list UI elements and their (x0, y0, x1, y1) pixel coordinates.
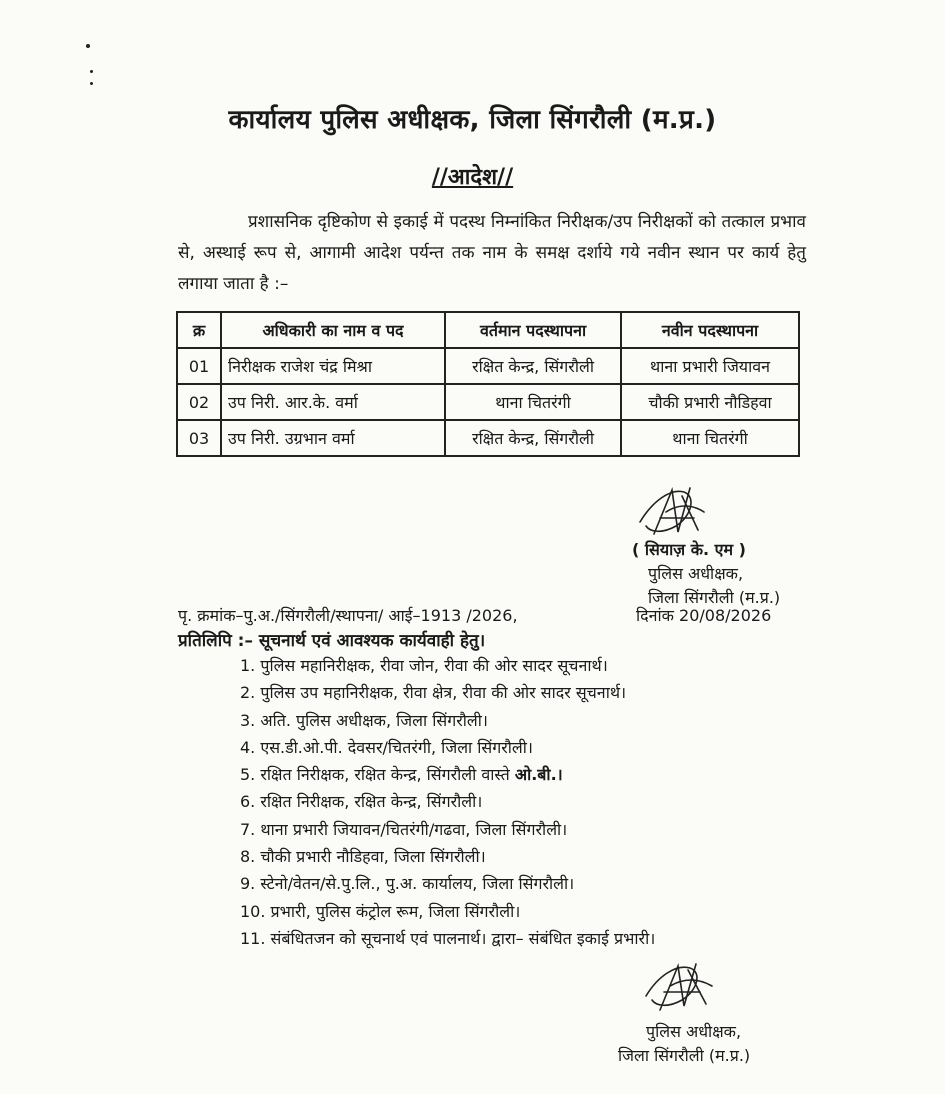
list-item: 4. एस.डी.ओ.पी. देवसर/चितरंगी, जिला सिंगरौली। (240, 737, 533, 757)
copy-to-heading: प्रतिलिपि :– सूचनार्थ एवं आवश्यक कार्यवाही हेतु। (178, 631, 486, 651)
order-heading (0, 161, 945, 191)
copy-to-list (240, 652, 655, 952)
signatory-name: ( सियाज़ के. एम ) (632, 540, 746, 559)
table-row (177, 384, 799, 420)
margin-mark (90, 70, 93, 73)
table-row (177, 420, 799, 456)
handwritten-signature (632, 482, 712, 546)
column-header-name: अधिकारी का नाम व पद (221, 312, 445, 348)
list-item: 3. अति. पुलिस अधीक्षक, जिला सिंगरौली। (240, 710, 488, 730)
footer-designation: पुलिस अधीक्षक, (646, 1022, 742, 1041)
signatory-district: जिला सिंगरौली (म.प्र.) (648, 588, 781, 607)
list-item: 8. चौकी प्रभारी नौडिहवा, जिला सिंगरौली। (240, 847, 486, 867)
footer-signature-block (618, 1020, 818, 1068)
table-row (177, 348, 799, 384)
footer-district: जिला सिंगरौली (म.प्र.) (618, 1046, 751, 1065)
list-item: 11. संबंधितजन को सूचनार्थ एवं पालनार्थ। द्वारा– संबंधित इकाई प्रभारी। (240, 928, 656, 948)
list-item-bold: ओ.बी.। (514, 765, 563, 785)
cell-sno: 03 (177, 420, 221, 456)
office-title: कार्यालय पुलिस अधीक्षक, जिला सिंगरौली (म.प्र.) (228, 105, 717, 135)
cell-name: उप निरी. उग्रभान वर्मा (221, 420, 445, 456)
list-item-text: 5. रक्षित निरीक्षक, रक्षित केन्द्र, सिंगरौली वास्ते (240, 765, 510, 785)
list-item: 6. रक्षित निरीक्षक, रक्षित केन्द्र, सिंगरौली। (240, 792, 483, 812)
signatory-designation: पुलिस अधीक्षक, (648, 564, 744, 583)
cell-current: रक्षित केन्द्र, सिंगरौली (445, 420, 621, 456)
handwritten-signature (640, 958, 720, 1020)
list-item: 1. पुलिस महानिरीक्षक, रीवा जोन, रीवा की ओर सादर सूचनार्थ। (240, 656, 608, 675)
reference-date: दिनांक 20/08/2026 (636, 606, 772, 625)
margin-mark (86, 44, 90, 48)
list-item: 9. स्टेनो/वेतन/से.पु.लि., पु.अ. कार्यालय, जिला सिंगरौली। (240, 874, 575, 894)
margin-mark (90, 82, 93, 85)
intro-text: प्रशासनिक दृष्टिकोण से इकाई में पदस्थ निम्नांकित निरीक्षक/उप निरीक्षकों को तत्काल प्रभाव से, अस्थाई रूप से, आगामी आदेश पर्यन्त तक नाम के समक्ष दर्शाये गये नवीन स्थान पर कार्य हेतु लगाया जाता है :– (178, 212, 806, 294)
list-item (240, 761, 655, 788)
cell-new: थाना प्रभारी जियावन (621, 348, 799, 384)
signature-block (612, 538, 812, 610)
cell-sno: 02 (177, 384, 221, 420)
list-item: 10. प्रभारी, पुलिस कंट्रोल रूम, जिला सिंगरौली। (240, 901, 521, 921)
cell-new: चौकी प्रभारी नौडिहवा (621, 384, 799, 420)
list-item: 2. पुलिस उप महानिरीक्षक, रीवा क्षेत्र, रीवा की ओर सादर सूचनार्थ। (240, 683, 627, 703)
column-header-sno: क्र (177, 312, 221, 348)
column-header-new: नवीन पदस्थापना (621, 312, 799, 348)
table-header-row (177, 312, 799, 348)
cell-name: निरीक्षक राजेश चंद्र मिश्रा (221, 348, 445, 384)
cell-new: थाना चितरंगी (621, 420, 799, 456)
reference-number: पृ. क्रमांक–पु.अ./सिंगरौली/स्थापना/ आई–1913 /2026, (178, 606, 518, 625)
postings-table (176, 311, 800, 457)
cell-sno: 01 (177, 348, 221, 384)
list-item: 7. थाना प्रभारी जियावन/चितरंगी/गढवा, जिला सिंगरौली। (240, 819, 568, 839)
cell-name: उप निरी. आर.के. वर्मा (221, 384, 445, 420)
cell-current: रक्षित केन्द्र, सिंगरौली (445, 348, 621, 384)
cell-current: थाना चितरंगी (445, 384, 621, 420)
order-heading-text: //आदेश// (431, 165, 514, 190)
intro-paragraph (178, 207, 806, 300)
column-header-current: वर्तमान पदस्थापना (445, 312, 621, 348)
